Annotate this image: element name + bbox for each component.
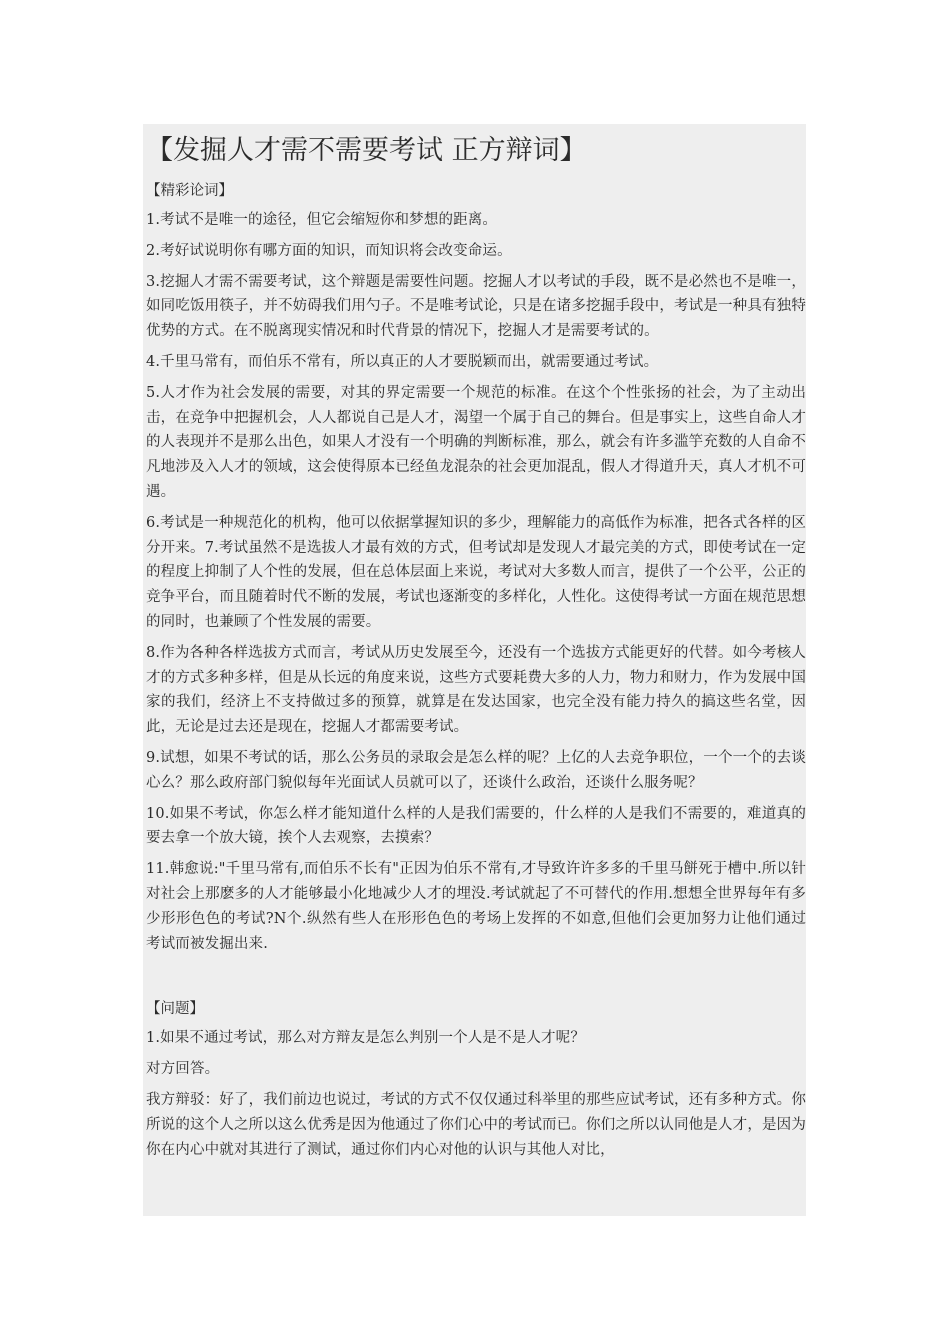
paragraph: 8.作为各种各样选拔方式而言，考试从历史发展至今，还没有一个选拔方式能更好的代替。如今考核人才的方式多种多样，但是从长远的角度来说，这些方式要耗费大多的人力，物力和财力，作为发展中国家的我们，经济上不支持做过多的预算，就算是在发达国家，也完全没有能力持久的搞这些名堂，因此，无论是过去还是现在，挖掘人才都需要考试。 (146, 644, 806, 736)
paragraph: 对方回答。 (146, 1061, 220, 1078)
section-label-questions: 【问题】 (146, 1001, 204, 1018)
paragraph: 3.挖掘人才需不需要考试，这个辩题是需要性问题。挖掘人才以考试的手段，既不是必然也不是唯一，如同吃饭用筷子，并不妨碍我们用勺子。不是唯考试论，只是在诸多挖掘手段中，考试是一种具有独特优势的方式。在不脱离现实情况和时代背景的情况下，挖掘人才是需要考试的。 (146, 273, 806, 340)
paragraph: 5.人才作为社会发展的需要，对其的界定需要一个规范的标准。在这个个性张扬的社会，为了主动出击，在竞争中把握机会，人人都说自己是人才，渴望一个属于自己的舞台。但是事实上，这些自命人才的人表现并不是那么出色，如果人才没有一个明确的判断标准，那么，就会有许多滥竽充数的人自命不凡地涉及入人才的领域，这会使得原本已经鱼龙混杂的社会更加混乱，假人才得道升天，真人才机不可遇。 (146, 384, 806, 500)
section-label-highlights: 【精彩论词】 (146, 183, 233, 199)
paragraph: 9.试想，如果不考试的话，那么公务员的录取会是怎么样的呢？上亿的人去竞争职位，一个一个的去谈心么？那么政府部门貌似每年光面试人员就可以了，还谈什么政治，还谈什么服务呢？ (146, 749, 806, 791)
paragraph: 2.考好试说明你有哪方面的知识，而知识将会改变命运。 (146, 242, 512, 259)
document-panel (143, 124, 806, 1216)
section-spacer (146, 962, 806, 998)
document-title: 【发掘人才需不需要考试 正方辩词】 (146, 135, 587, 166)
paragraph: 6.考试是一种规范化的机构，他可以依据掌握知识的多少，理解能力的高低作为标准，把各式各样的区分开来。7.考试虽然不是选拔人才最有效的方式，但考试却是发现人才最完美的方式，即使考试在一定的程度上抑制了人个性的发展，但在总体层面上来说，考试对大多数人而言，提供了一个公平，公正的竞争平台，而且随着时代不断的发展，考试也逐渐变的多样化，人性化。这使得考试一方面在规范思想的同时，也兼顾了个性发展的需要。 (146, 514, 806, 630)
paragraph: 1.考试不是唯一的途径，但它会缩短你和梦想的距离。 (146, 212, 498, 228)
paragraph: 10.如果不考试，你怎么样才能知道什么样的人是我们需要的，什么样的人是我们不需要的，难道真的要去拿一个放大镜，挨个人去观察，去摸索？ (146, 805, 806, 847)
paragraph: 11.韩愈说:"千里马常有,而伯乐不长有"正因为伯乐不常有,才导致许许多多的千里马餅死于槽中.所以针对社会上那麽多的人才能够最小化地减少人才的埋没.考试就起了不可替代的作用.想想全世界每年有多少形形色色的考试?N个.纵然有些人在形形色色的考场上发挥的不如意,但他们会更加努力让他们通过考试而被发掘出来. (146, 861, 806, 952)
paragraph: 1.如果不通过考试，那么对方辩友是怎么判别一个人是不是人才呢？ (146, 1030, 585, 1047)
paragraph: 4.千里马常有，而伯乐不常有，所以真正的人才要脱颖而出，就需要通过考试。 (146, 353, 659, 370)
paragraph: 我方辩驳：好了，我们前边也说过，考试的方式不仅仅通过科举里的那些应试考试，还有多种方式。你所说的这个人之所以这么优秀是因为他通过了你们心中的考试而已。你们之所以认同他是人才，是因为你在内心中就对其进行了测试，通过你们内心对他的认识与其他人对比， (146, 1091, 806, 1158)
